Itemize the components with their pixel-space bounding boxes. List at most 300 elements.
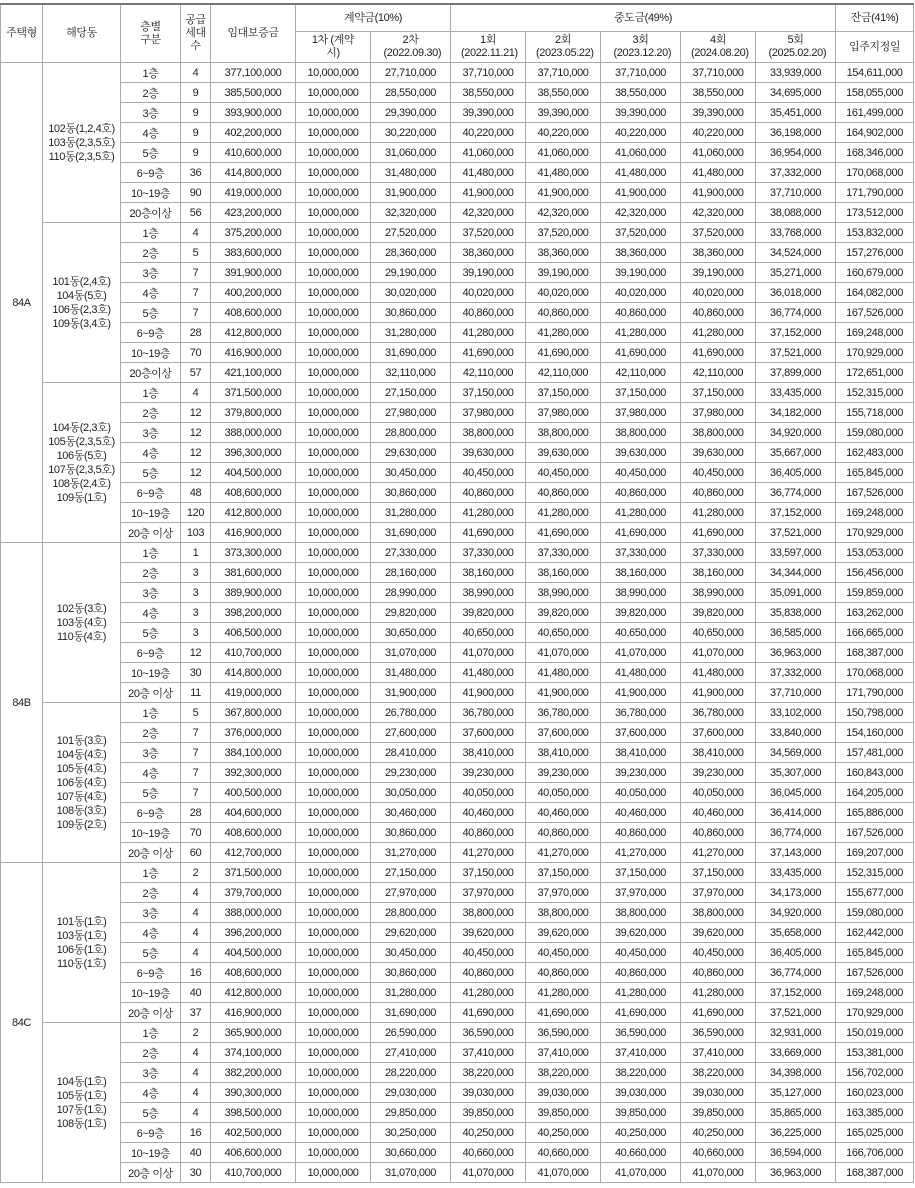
cell-contract-1: 10,000,000 bbox=[296, 563, 371, 583]
cell-middle-1: 37,410,000 bbox=[451, 1043, 526, 1063]
cell-middle-3: 38,990,000 bbox=[601, 583, 681, 603]
cell-contract-1: 10,000,000 bbox=[296, 503, 371, 523]
table-row bbox=[1, 343, 914, 363]
table-row bbox=[1, 483, 914, 503]
cell-contract-2: 30,860,000 bbox=[371, 303, 451, 323]
cell-middle-1: 40,860,000 bbox=[451, 303, 526, 323]
building-label: 108동(2,4호) bbox=[52, 477, 111, 490]
cell-contract-2: 28,800,000 bbox=[371, 423, 451, 443]
cell-balance: 154,160,000 bbox=[836, 723, 914, 743]
cell-middle-3: 40,020,000 bbox=[601, 283, 681, 303]
cell-middle-3: 37,410,000 bbox=[601, 1043, 681, 1063]
table-row bbox=[1, 803, 914, 823]
table-row bbox=[1, 63, 914, 83]
cell-middle-5: 36,774,000 bbox=[756, 483, 836, 503]
cell-middle-5: 35,865,000 bbox=[756, 1103, 836, 1123]
cell-contract-1: 10,000,000 bbox=[296, 243, 371, 263]
cell-contract-1: 10,000,000 bbox=[296, 463, 371, 483]
cell-balance: 152,315,000 bbox=[836, 863, 914, 883]
cell-middle-5: 35,091,000 bbox=[756, 583, 836, 603]
cell-balance: 153,832,000 bbox=[836, 223, 914, 243]
cell-middle-4: 41,280,000 bbox=[681, 983, 756, 1003]
cell-units: 56 bbox=[181, 203, 211, 223]
cell-units: 103 bbox=[181, 523, 211, 543]
cell-middle-4: 41,060,000 bbox=[681, 143, 756, 163]
cell-floor: 5층 bbox=[121, 623, 181, 643]
payment-schedule-table bbox=[0, 3, 914, 1183]
table-row bbox=[1, 783, 914, 803]
cell-middle-1: 38,800,000 bbox=[451, 903, 526, 923]
cell-units: 16 bbox=[181, 963, 211, 983]
cell-contract-1: 10,000,000 bbox=[296, 803, 371, 823]
cell-contract-1: 10,000,000 bbox=[296, 863, 371, 883]
header-contract-1-label: 1차 (계약시) bbox=[311, 34, 355, 59]
cell-middle-4: 39,190,000 bbox=[681, 263, 756, 283]
cell-contract-1: 10,000,000 bbox=[296, 383, 371, 403]
table-row bbox=[1, 323, 914, 343]
table-row bbox=[1, 763, 914, 783]
cell-contract-1: 10,000,000 bbox=[296, 203, 371, 223]
cell-middle-2: 41,070,000 bbox=[526, 643, 601, 663]
cell-balance: 159,080,000 bbox=[836, 423, 914, 443]
building-group bbox=[43, 863, 121, 1023]
table-row bbox=[1, 883, 914, 903]
cell-balance: 166,706,000 bbox=[836, 1143, 914, 1163]
cell-deposit: 374,100,000 bbox=[211, 1043, 296, 1063]
cell-middle-1: 41,690,000 bbox=[451, 523, 526, 543]
cell-deposit: 381,600,000 bbox=[211, 563, 296, 583]
building-label: 101동(1호) bbox=[56, 915, 107, 928]
cell-units: 9 bbox=[181, 143, 211, 163]
cell-floor: 5층 bbox=[121, 143, 181, 163]
cell-middle-2: 41,690,000 bbox=[526, 1003, 601, 1023]
header-middle-3-label: 3회 (2023.12.20) bbox=[613, 34, 672, 59]
cell-middle-5: 33,435,000 bbox=[756, 863, 836, 883]
header-middle-4 bbox=[681, 32, 756, 63]
cell-middle-4: 41,690,000 bbox=[681, 343, 756, 363]
cell-units: 12 bbox=[181, 403, 211, 423]
cell-middle-2: 36,590,000 bbox=[526, 1023, 601, 1043]
cell-balance: 152,315,000 bbox=[836, 383, 914, 403]
cell-deposit: 404,500,000 bbox=[211, 943, 296, 963]
cell-units: 12 bbox=[181, 643, 211, 663]
cell-units: 3 bbox=[181, 623, 211, 643]
building-label: 108동(3호) bbox=[56, 804, 107, 817]
cell-units: 9 bbox=[181, 103, 211, 123]
cell-deposit: 404,500,000 bbox=[211, 463, 296, 483]
cell-middle-2: 41,280,000 bbox=[526, 323, 601, 343]
cell-contract-1: 10,000,000 bbox=[296, 683, 371, 703]
cell-contract-2: 30,050,000 bbox=[371, 783, 451, 803]
cell-contract-2: 31,480,000 bbox=[371, 163, 451, 183]
cell-contract-1: 10,000,000 bbox=[296, 623, 371, 643]
table-row bbox=[1, 843, 914, 863]
cell-middle-5: 36,774,000 bbox=[756, 823, 836, 843]
cell-deposit: 400,500,000 bbox=[211, 783, 296, 803]
cell-floor: 1층 bbox=[121, 223, 181, 243]
cell-middle-1: 41,480,000 bbox=[451, 663, 526, 683]
cell-floor: 2층 bbox=[121, 1043, 181, 1063]
cell-units: 3 bbox=[181, 563, 211, 583]
cell-middle-4: 41,690,000 bbox=[681, 1003, 756, 1023]
cell-middle-3: 40,860,000 bbox=[601, 483, 681, 503]
cell-middle-4: 39,030,000 bbox=[681, 1083, 756, 1103]
cell-middle-3: 37,520,000 bbox=[601, 223, 681, 243]
cell-middle-3: 40,450,000 bbox=[601, 943, 681, 963]
cell-floor: 10~19층 bbox=[121, 503, 181, 523]
header-middle-3 bbox=[601, 32, 681, 63]
cell-contract-2: 30,650,000 bbox=[371, 623, 451, 643]
cell-middle-5: 35,667,000 bbox=[756, 443, 836, 463]
cell-contract-2: 29,620,000 bbox=[371, 923, 451, 943]
cell-middle-5: 36,774,000 bbox=[756, 963, 836, 983]
cell-middle-2: 40,050,000 bbox=[526, 783, 601, 803]
cell-middle-5: 38,088,000 bbox=[756, 203, 836, 223]
cell-contract-1: 10,000,000 bbox=[296, 263, 371, 283]
cell-floor: 3층 bbox=[121, 423, 181, 443]
cell-balance: 167,526,000 bbox=[836, 483, 914, 503]
cell-balance: 162,442,000 bbox=[836, 923, 914, 943]
cell-middle-2: 36,780,000 bbox=[526, 703, 601, 723]
cell-deposit: 406,600,000 bbox=[211, 1143, 296, 1163]
cell-middle-1: 38,360,000 bbox=[451, 243, 526, 263]
table-row bbox=[1, 923, 914, 943]
building-label: 109동(3,4호) bbox=[52, 317, 111, 330]
housing-type: 84B bbox=[1, 543, 43, 863]
cell-middle-3: 37,150,000 bbox=[601, 383, 681, 403]
cell-contract-2: 31,690,000 bbox=[371, 523, 451, 543]
cell-middle-3: 41,480,000 bbox=[601, 663, 681, 683]
table-row bbox=[1, 963, 914, 983]
cell-middle-2: 37,150,000 bbox=[526, 863, 601, 883]
cell-middle-3: 37,980,000 bbox=[601, 403, 681, 423]
cell-middle-1: 40,650,000 bbox=[451, 623, 526, 643]
cell-contract-2: 29,820,000 bbox=[371, 603, 451, 623]
cell-units: 40 bbox=[181, 983, 211, 1003]
cell-middle-1: 40,220,000 bbox=[451, 123, 526, 143]
cell-balance: 160,679,000 bbox=[836, 263, 914, 283]
cell-deposit: 388,000,000 bbox=[211, 903, 296, 923]
cell-contract-2: 30,860,000 bbox=[371, 483, 451, 503]
cell-deposit: 392,300,000 bbox=[211, 763, 296, 783]
cell-floor: 4층 bbox=[121, 603, 181, 623]
cell-deposit: 379,800,000 bbox=[211, 403, 296, 423]
cell-contract-1: 10,000,000 bbox=[296, 163, 371, 183]
table-row bbox=[1, 123, 914, 143]
cell-deposit: 408,600,000 bbox=[211, 823, 296, 843]
cell-contract-2: 31,280,000 bbox=[371, 983, 451, 1003]
cell-middle-4: 40,250,000 bbox=[681, 1123, 756, 1143]
cell-balance: 164,082,000 bbox=[836, 283, 914, 303]
cell-deposit: 367,800,000 bbox=[211, 703, 296, 723]
cell-contract-2: 29,030,000 bbox=[371, 1083, 451, 1103]
cell-units: 12 bbox=[181, 423, 211, 443]
cell-floor: 5층 bbox=[121, 943, 181, 963]
cell-middle-5: 35,271,000 bbox=[756, 263, 836, 283]
header-contract-1 bbox=[296, 32, 371, 63]
cell-middle-1: 41,270,000 bbox=[451, 843, 526, 863]
cell-contract-1: 10,000,000 bbox=[296, 323, 371, 343]
cell-contract-2: 31,690,000 bbox=[371, 1003, 451, 1023]
cell-deposit: 416,900,000 bbox=[211, 1003, 296, 1023]
cell-contract-2: 30,860,000 bbox=[371, 963, 451, 983]
cell-middle-5: 36,774,000 bbox=[756, 303, 836, 323]
cell-middle-3: 38,550,000 bbox=[601, 83, 681, 103]
cell-floor: 1층 bbox=[121, 703, 181, 723]
table-row bbox=[1, 203, 914, 223]
cell-middle-4: 37,970,000 bbox=[681, 883, 756, 903]
cell-middle-2: 40,650,000 bbox=[526, 623, 601, 643]
cell-middle-2: 38,360,000 bbox=[526, 243, 601, 263]
cell-floor: 3층 bbox=[121, 743, 181, 763]
cell-contract-1: 10,000,000 bbox=[296, 1003, 371, 1023]
cell-middle-3: 38,800,000 bbox=[601, 903, 681, 923]
cell-units: 7 bbox=[181, 743, 211, 763]
cell-floor: 6~9층 bbox=[121, 643, 181, 663]
cell-middle-1: 39,820,000 bbox=[451, 603, 526, 623]
cell-units: 120 bbox=[181, 503, 211, 523]
cell-middle-3: 41,480,000 bbox=[601, 163, 681, 183]
cell-floor: 4층 bbox=[121, 283, 181, 303]
cell-floor: 1층 bbox=[121, 543, 181, 563]
cell-middle-5: 32,931,000 bbox=[756, 1023, 836, 1043]
cell-balance: 163,262,000 bbox=[836, 603, 914, 623]
cell-contract-2: 31,070,000 bbox=[371, 1163, 451, 1183]
cell-middle-2: 37,600,000 bbox=[526, 723, 601, 743]
cell-balance: 168,387,000 bbox=[836, 643, 914, 663]
cell-contract-1: 10,000,000 bbox=[296, 423, 371, 443]
cell-middle-1: 40,250,000 bbox=[451, 1123, 526, 1143]
cell-balance: 170,929,000 bbox=[836, 343, 914, 363]
cell-middle-2: 37,710,000 bbox=[526, 63, 601, 83]
cell-deposit: 400,200,000 bbox=[211, 283, 296, 303]
cell-units: 5 bbox=[181, 703, 211, 723]
cell-units: 28 bbox=[181, 323, 211, 343]
cell-middle-2: 37,410,000 bbox=[526, 1043, 601, 1063]
cell-middle-3: 37,710,000 bbox=[601, 63, 681, 83]
cell-balance: 169,248,000 bbox=[836, 503, 914, 523]
cell-contract-2: 26,590,000 bbox=[371, 1023, 451, 1043]
header-middle: 중도금(49%) bbox=[451, 4, 836, 32]
cell-middle-4: 37,410,000 bbox=[681, 1043, 756, 1063]
cell-middle-2: 41,690,000 bbox=[526, 523, 601, 543]
cell-balance: 156,702,000 bbox=[836, 1063, 914, 1083]
cell-contract-1: 10,000,000 bbox=[296, 1163, 371, 1183]
cell-middle-2: 40,220,000 bbox=[526, 123, 601, 143]
cell-contract-2: 31,060,000 bbox=[371, 143, 451, 163]
cell-middle-5: 33,669,000 bbox=[756, 1043, 836, 1063]
cell-middle-1: 37,150,000 bbox=[451, 383, 526, 403]
cell-deposit: 377,100,000 bbox=[211, 63, 296, 83]
cell-middle-4: 37,980,000 bbox=[681, 403, 756, 423]
cell-middle-4: 41,900,000 bbox=[681, 183, 756, 203]
cell-floor: 6~9층 bbox=[121, 1123, 181, 1143]
cell-middle-3: 37,330,000 bbox=[601, 543, 681, 563]
cell-contract-2: 32,110,000 bbox=[371, 363, 451, 383]
cell-middle-5: 35,451,000 bbox=[756, 103, 836, 123]
cell-middle-4: 37,710,000 bbox=[681, 63, 756, 83]
cell-deposit: 373,300,000 bbox=[211, 543, 296, 563]
cell-middle-4: 40,050,000 bbox=[681, 783, 756, 803]
table-row bbox=[1, 183, 914, 203]
table-row bbox=[1, 1163, 914, 1183]
header-floor-label: 층별 구분 bbox=[140, 20, 161, 46]
cell-floor: 20층 이상 bbox=[121, 523, 181, 543]
building-label: 106동(2,3호) bbox=[52, 303, 111, 316]
cell-middle-1: 37,600,000 bbox=[451, 723, 526, 743]
cell-middle-3: 37,970,000 bbox=[601, 883, 681, 903]
cell-middle-4: 36,780,000 bbox=[681, 703, 756, 723]
cell-contract-1: 10,000,000 bbox=[296, 103, 371, 123]
cell-floor: 20층 이상 bbox=[121, 683, 181, 703]
cell-floor: 4층 bbox=[121, 443, 181, 463]
cell-middle-5: 37,152,000 bbox=[756, 983, 836, 1003]
cell-middle-4: 39,820,000 bbox=[681, 603, 756, 623]
cell-middle-2: 41,280,000 bbox=[526, 503, 601, 523]
cell-contract-2: 27,980,000 bbox=[371, 403, 451, 423]
cell-contract-2: 28,990,000 bbox=[371, 583, 451, 603]
cell-contract-1: 10,000,000 bbox=[296, 923, 371, 943]
cell-balance: 164,205,000 bbox=[836, 783, 914, 803]
table-row bbox=[1, 943, 914, 963]
cell-contract-2: 31,480,000 bbox=[371, 663, 451, 683]
cell-units: 16 bbox=[181, 1123, 211, 1143]
cell-contract-1: 10,000,000 bbox=[296, 1123, 371, 1143]
cell-floor: 2층 bbox=[121, 563, 181, 583]
cell-middle-4: 40,660,000 bbox=[681, 1143, 756, 1163]
cell-middle-3: 38,160,000 bbox=[601, 563, 681, 583]
cell-middle-5: 33,840,000 bbox=[756, 723, 836, 743]
cell-middle-4: 38,410,000 bbox=[681, 743, 756, 763]
cell-deposit: 391,900,000 bbox=[211, 263, 296, 283]
table-row bbox=[1, 563, 914, 583]
cell-balance: 165,886,000 bbox=[836, 803, 914, 823]
cell-middle-2: 39,620,000 bbox=[526, 923, 601, 943]
cell-middle-5: 37,152,000 bbox=[756, 323, 836, 343]
cell-contract-1: 10,000,000 bbox=[296, 363, 371, 383]
cell-middle-1: 41,280,000 bbox=[451, 983, 526, 1003]
cell-deposit: 371,500,000 bbox=[211, 383, 296, 403]
cell-units: 12 bbox=[181, 443, 211, 463]
building-label: 102동(3호) bbox=[56, 602, 107, 615]
cell-middle-1: 38,220,000 bbox=[451, 1063, 526, 1083]
cell-floor: 20층 이상 bbox=[121, 1003, 181, 1023]
cell-middle-4: 40,860,000 bbox=[681, 303, 756, 323]
cell-units: 9 bbox=[181, 83, 211, 103]
cell-middle-3: 37,600,000 bbox=[601, 723, 681, 743]
building-label: 104동(4호) bbox=[56, 748, 107, 761]
cell-contract-2: 30,860,000 bbox=[371, 823, 451, 843]
cell-middle-2: 40,250,000 bbox=[526, 1123, 601, 1143]
cell-floor: 5층 bbox=[121, 303, 181, 323]
cell-floor: 6~9층 bbox=[121, 803, 181, 823]
cell-contract-2: 27,330,000 bbox=[371, 543, 451, 563]
cell-floor: 1층 bbox=[121, 383, 181, 403]
cell-middle-5: 36,954,000 bbox=[756, 143, 836, 163]
cell-deposit: 398,200,000 bbox=[211, 603, 296, 623]
cell-contract-2: 28,800,000 bbox=[371, 903, 451, 923]
building-group bbox=[43, 1023, 121, 1183]
cell-middle-1: 39,230,000 bbox=[451, 763, 526, 783]
table-row bbox=[1, 1063, 914, 1083]
cell-units: 4 bbox=[181, 883, 211, 903]
cell-contract-1: 10,000,000 bbox=[296, 583, 371, 603]
cell-middle-2: 40,860,000 bbox=[526, 823, 601, 843]
cell-floor: 2층 bbox=[121, 883, 181, 903]
cell-contract-1: 10,000,000 bbox=[296, 83, 371, 103]
table-row bbox=[1, 543, 914, 563]
cell-contract-2: 29,230,000 bbox=[371, 763, 451, 783]
cell-middle-5: 37,332,000 bbox=[756, 663, 836, 683]
cell-middle-4: 40,860,000 bbox=[681, 483, 756, 503]
cell-middle-1: 41,690,000 bbox=[451, 1003, 526, 1023]
table-row bbox=[1, 1043, 914, 1063]
cell-deposit: 402,200,000 bbox=[211, 123, 296, 143]
cell-balance: 170,068,000 bbox=[836, 163, 914, 183]
cell-balance: 153,053,000 bbox=[836, 543, 914, 563]
cell-balance: 167,526,000 bbox=[836, 303, 914, 323]
cell-middle-4: 39,620,000 bbox=[681, 923, 756, 943]
cell-units: 7 bbox=[181, 303, 211, 323]
cell-units: 4 bbox=[181, 1043, 211, 1063]
housing-type: 84C bbox=[1, 863, 43, 1183]
cell-floor: 3층 bbox=[121, 583, 181, 603]
cell-units: 12 bbox=[181, 463, 211, 483]
cell-middle-4: 41,480,000 bbox=[681, 163, 756, 183]
cell-contract-1: 10,000,000 bbox=[296, 1103, 371, 1123]
cell-middle-4: 41,280,000 bbox=[681, 503, 756, 523]
cell-middle-1: 41,900,000 bbox=[451, 683, 526, 703]
header-middle-5 bbox=[756, 32, 836, 63]
cell-middle-1: 42,320,000 bbox=[451, 203, 526, 223]
cell-contract-2: 29,390,000 bbox=[371, 103, 451, 123]
cell-middle-4: 40,860,000 bbox=[681, 963, 756, 983]
table-row bbox=[1, 1103, 914, 1123]
cell-middle-2: 41,480,000 bbox=[526, 163, 601, 183]
cell-middle-2: 37,970,000 bbox=[526, 883, 601, 903]
cell-middle-4: 41,070,000 bbox=[681, 643, 756, 663]
cell-floor: 4층 bbox=[121, 763, 181, 783]
cell-contract-1: 10,000,000 bbox=[296, 1143, 371, 1163]
cell-contract-1: 10,000,000 bbox=[296, 1083, 371, 1103]
cell-floor: 3층 bbox=[121, 1063, 181, 1083]
cell-middle-1: 41,280,000 bbox=[451, 323, 526, 343]
cell-middle-5: 34,695,000 bbox=[756, 83, 836, 103]
cell-middle-3: 41,070,000 bbox=[601, 1163, 681, 1183]
cell-contract-1: 10,000,000 bbox=[296, 943, 371, 963]
cell-middle-1: 42,110,000 bbox=[451, 363, 526, 383]
cell-contract-2: 31,070,000 bbox=[371, 643, 451, 663]
cell-deposit: 365,900,000 bbox=[211, 1023, 296, 1043]
cell-middle-4: 37,150,000 bbox=[681, 863, 756, 883]
cell-units: 7 bbox=[181, 263, 211, 283]
cell-middle-1: 39,620,000 bbox=[451, 923, 526, 943]
cell-middle-2: 37,150,000 bbox=[526, 383, 601, 403]
cell-contract-2: 28,410,000 bbox=[371, 743, 451, 763]
cell-middle-3: 39,030,000 bbox=[601, 1083, 681, 1103]
cell-units: 70 bbox=[181, 823, 211, 843]
cell-units: 4 bbox=[181, 383, 211, 403]
cell-deposit: 375,200,000 bbox=[211, 223, 296, 243]
cell-contract-2: 32,320,000 bbox=[371, 203, 451, 223]
cell-floor: 6~9층 bbox=[121, 483, 181, 503]
cell-middle-1: 37,970,000 bbox=[451, 883, 526, 903]
cell-middle-3: 39,190,000 bbox=[601, 263, 681, 283]
cell-middle-5: 33,939,000 bbox=[756, 63, 836, 83]
building-label: 107동(2,3,5호) bbox=[48, 463, 115, 476]
cell-contract-1: 10,000,000 bbox=[296, 303, 371, 323]
cell-deposit: 376,000,000 bbox=[211, 723, 296, 743]
